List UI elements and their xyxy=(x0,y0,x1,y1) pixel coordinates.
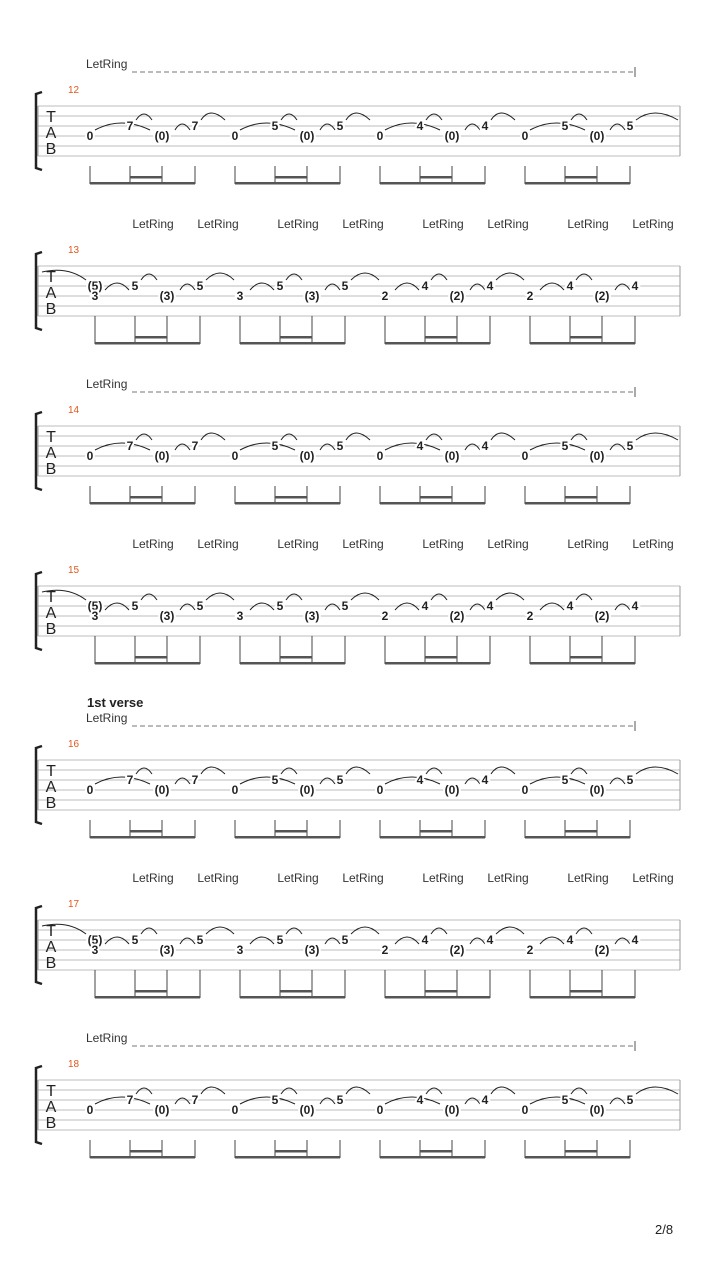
fret-number: 3 xyxy=(236,943,244,957)
fret-number: 7 xyxy=(126,119,134,133)
fret-number: (0) xyxy=(154,129,170,143)
tie-arc xyxy=(615,604,630,610)
tie-arc xyxy=(615,284,630,290)
tie-arc xyxy=(615,938,630,944)
fret-number: 7 xyxy=(126,439,134,453)
beam xyxy=(275,830,307,833)
tie-arc xyxy=(136,114,152,120)
beam xyxy=(385,342,490,345)
letring-label: LetRing xyxy=(342,217,384,231)
tie-arc xyxy=(470,938,485,944)
letring-label: LetRing xyxy=(567,217,609,231)
letring-label: LetRing xyxy=(277,871,319,885)
fret-number: 5 xyxy=(131,599,139,613)
tie-arc xyxy=(431,274,447,280)
letring-label: LetRing xyxy=(277,217,319,231)
fret-number: (0) xyxy=(589,783,605,797)
fret-number: 4 xyxy=(416,773,424,787)
fret-number: (2) xyxy=(449,289,465,303)
tab-clef-b: B xyxy=(45,955,57,972)
tab-clef-a: A xyxy=(45,779,57,796)
beam xyxy=(90,1156,195,1159)
beam xyxy=(565,1150,597,1153)
letring-label: LetRing xyxy=(277,537,319,551)
tab-system xyxy=(36,871,680,999)
tie-arc xyxy=(325,604,340,610)
beam xyxy=(95,662,200,665)
tie-arc xyxy=(571,1088,587,1094)
tab-clef-a: A xyxy=(45,445,57,462)
fret-number: (2) xyxy=(449,609,465,623)
beam xyxy=(90,836,195,839)
fret-number: 7 xyxy=(126,1093,134,1107)
fret-number: 5 xyxy=(561,1093,569,1107)
system-bracket xyxy=(36,746,42,824)
beam xyxy=(130,830,162,833)
letring-label: LetRing xyxy=(86,711,128,725)
fret-number: (0) xyxy=(154,1103,170,1117)
tab-clef-t: T xyxy=(46,763,56,780)
beam xyxy=(235,1156,340,1159)
tie-arc xyxy=(576,274,592,280)
tab-clef-a: A xyxy=(45,605,57,622)
beam xyxy=(280,336,312,339)
tie-arc xyxy=(320,778,335,784)
fret-number: 5 xyxy=(561,439,569,453)
beam xyxy=(135,990,167,993)
fret-number: 4 xyxy=(631,279,639,293)
beam xyxy=(420,830,452,833)
system-bracket xyxy=(36,906,42,984)
beam xyxy=(130,496,162,499)
tie-arc xyxy=(426,114,442,120)
beam xyxy=(240,996,345,999)
tab-clef-b: B xyxy=(45,621,57,638)
tab-clef-t: T xyxy=(46,1083,56,1100)
fret-number: 0 xyxy=(231,129,239,143)
fret-number: 7 xyxy=(191,1093,199,1107)
tie-arc xyxy=(175,1098,190,1104)
beam xyxy=(525,836,630,839)
fret-number: 2 xyxy=(526,943,534,957)
tie-arc xyxy=(610,778,625,784)
tie-arc xyxy=(320,444,335,450)
fret-number: 5 xyxy=(196,599,204,613)
fret-number: 0 xyxy=(521,129,529,143)
tab-system xyxy=(36,217,680,345)
fret-number: 0 xyxy=(231,449,239,463)
beam xyxy=(130,176,162,179)
tab-clef-t: T xyxy=(46,109,56,126)
beam xyxy=(530,996,635,999)
beam xyxy=(385,996,490,999)
fret-number: 7 xyxy=(191,439,199,453)
fret-number: 5 xyxy=(341,599,349,613)
fret-number: 5 xyxy=(196,279,204,293)
beam xyxy=(565,830,597,833)
tie-arc xyxy=(325,284,340,290)
fret-number: 0 xyxy=(376,449,384,463)
fret-number: 3 xyxy=(91,289,99,303)
beam xyxy=(425,336,457,339)
fret-number: 5 xyxy=(626,773,634,787)
tie-arc xyxy=(610,124,625,130)
fret-number: (2) xyxy=(594,943,610,957)
tab-clef-b: B xyxy=(45,795,57,812)
fret-number: 5 xyxy=(271,773,279,787)
fret-number: 4 xyxy=(631,599,639,613)
tab-clef-a: A xyxy=(45,285,57,302)
beam xyxy=(525,1156,630,1159)
beam xyxy=(280,656,312,659)
fret-number: (0) xyxy=(589,1103,605,1117)
beam xyxy=(525,502,630,505)
letring-label: LetRing xyxy=(567,871,609,885)
beam xyxy=(275,496,307,499)
fret-number: (0) xyxy=(299,129,315,143)
tie-arc xyxy=(141,274,157,280)
fret-number: 5 xyxy=(271,439,279,453)
system-bracket xyxy=(36,412,42,490)
beam xyxy=(420,176,452,179)
tie-arc xyxy=(141,594,157,600)
letring-label: LetRing xyxy=(86,1031,128,1045)
tie-arc xyxy=(281,114,297,120)
beam xyxy=(420,1150,452,1153)
fret-number: 5 xyxy=(276,933,284,947)
fret-number: 5 xyxy=(341,279,349,293)
fret-number: 3 xyxy=(236,289,244,303)
fret-number: 5 xyxy=(561,119,569,133)
tie-arc xyxy=(281,434,297,440)
beam xyxy=(565,496,597,499)
fret-number: 4 xyxy=(416,1093,424,1107)
section-title: 1st verse xyxy=(87,695,144,710)
fret-number: 5 xyxy=(626,439,634,453)
tie-arc xyxy=(576,594,592,600)
tab-clef-b: B xyxy=(45,141,57,158)
fret-number: 5 xyxy=(336,1093,344,1107)
fret-number: (5) xyxy=(87,279,103,293)
fret-number: 5 xyxy=(336,439,344,453)
letring-label: LetRing xyxy=(422,537,464,551)
system-bracket xyxy=(36,572,42,650)
fret-number: 0 xyxy=(521,1103,529,1117)
tab-clef-a: A xyxy=(45,125,57,142)
fret-number: 4 xyxy=(481,1093,489,1107)
letring-label: LetRing xyxy=(197,217,239,231)
fret-number: 3 xyxy=(91,609,99,623)
system-bracket xyxy=(36,252,42,330)
tie-arc xyxy=(571,434,587,440)
fret-number: 0 xyxy=(376,1103,384,1117)
tie-arc xyxy=(325,938,340,944)
fret-number: 5 xyxy=(276,599,284,613)
beam xyxy=(90,182,195,185)
beam xyxy=(90,502,195,505)
letring-label: LetRing xyxy=(487,871,529,885)
measure-number: 12 xyxy=(68,85,80,96)
beam xyxy=(425,656,457,659)
tab-clef-t: T xyxy=(46,589,56,606)
fret-number: 0 xyxy=(86,129,94,143)
beam xyxy=(565,176,597,179)
fret-number: 4 xyxy=(481,119,489,133)
fret-number: 4 xyxy=(481,439,489,453)
fret-number: 4 xyxy=(486,599,494,613)
fret-number: 0 xyxy=(521,449,529,463)
beam xyxy=(380,502,485,505)
tab-clef-a: A xyxy=(45,1099,57,1116)
tie-arc xyxy=(286,274,302,280)
fret-number: (3) xyxy=(159,609,175,623)
tie-arc xyxy=(465,124,480,130)
tab-clef-a: A xyxy=(45,939,57,956)
fret-number: 0 xyxy=(86,783,94,797)
tie-arc xyxy=(180,938,195,944)
fret-number: (3) xyxy=(304,609,320,623)
tie-arc xyxy=(320,1098,335,1104)
fret-number: 4 xyxy=(416,119,424,133)
fret-number: 7 xyxy=(191,773,199,787)
fret-number: 4 xyxy=(481,773,489,787)
beam xyxy=(570,336,602,339)
fret-number: (2) xyxy=(449,943,465,957)
fret-number: 4 xyxy=(486,933,494,947)
fret-number: (0) xyxy=(444,783,460,797)
beam xyxy=(530,662,635,665)
fret-number: 4 xyxy=(421,599,429,613)
tab-system xyxy=(36,695,680,839)
fret-number: 4 xyxy=(566,599,574,613)
beam xyxy=(380,836,485,839)
tie-arc xyxy=(281,1088,297,1094)
fret-number: (0) xyxy=(589,129,605,143)
fret-number: 3 xyxy=(91,943,99,957)
beam xyxy=(135,336,167,339)
letring-label: LetRing xyxy=(132,871,174,885)
tie-arc xyxy=(431,928,447,934)
fret-number: 2 xyxy=(526,289,534,303)
fret-number: (2) xyxy=(594,609,610,623)
letring-label: LetRing xyxy=(132,217,174,231)
tie-arc xyxy=(180,284,195,290)
beam xyxy=(380,182,485,185)
measure-number: 14 xyxy=(68,405,80,416)
tie-arc xyxy=(180,604,195,610)
fret-number: 4 xyxy=(566,933,574,947)
fret-number: 2 xyxy=(381,943,389,957)
beam xyxy=(525,182,630,185)
fret-number: 0 xyxy=(376,129,384,143)
beam xyxy=(275,1150,307,1153)
tab-clef-t: T xyxy=(46,429,56,446)
tie-arc xyxy=(286,594,302,600)
measure-number: 18 xyxy=(68,1059,80,1070)
tab-clef-b: B xyxy=(45,461,57,478)
measure-number: 17 xyxy=(68,899,80,910)
tab-clef-t: T xyxy=(46,269,56,286)
letring-label: LetRing xyxy=(632,537,674,551)
letring-label: LetRing xyxy=(632,217,674,231)
letring-label: LetRing xyxy=(487,217,529,231)
fret-number: (0) xyxy=(444,129,460,143)
tie-arc xyxy=(571,768,587,774)
fret-number: (0) xyxy=(154,783,170,797)
fret-number: 7 xyxy=(126,773,134,787)
beam xyxy=(570,656,602,659)
fret-number: 4 xyxy=(416,439,424,453)
fret-number: (0) xyxy=(444,449,460,463)
tie-arc xyxy=(465,1098,480,1104)
letring-label: LetRing xyxy=(197,871,239,885)
system-bracket xyxy=(36,92,42,170)
fret-number: 2 xyxy=(526,609,534,623)
tie-arc xyxy=(431,594,447,600)
fret-number: (0) xyxy=(299,449,315,463)
beam xyxy=(280,990,312,993)
fret-number: 5 xyxy=(626,119,634,133)
fret-number: (3) xyxy=(304,943,320,957)
fret-number: 5 xyxy=(131,933,139,947)
measure-number: 15 xyxy=(68,565,80,576)
letring-label: LetRing xyxy=(197,537,239,551)
fret-number: 0 xyxy=(376,783,384,797)
fret-number: 7 xyxy=(191,119,199,133)
fret-number: 0 xyxy=(231,1103,239,1117)
tie-arc xyxy=(465,778,480,784)
tab-system xyxy=(36,57,680,185)
tab-system xyxy=(36,537,680,665)
beam xyxy=(135,656,167,659)
letring-label: LetRing xyxy=(342,537,384,551)
fret-number: (0) xyxy=(589,449,605,463)
beam xyxy=(380,1156,485,1159)
tie-arc xyxy=(281,768,297,774)
system-bracket xyxy=(36,1066,42,1144)
fret-number: 0 xyxy=(86,449,94,463)
fret-number: 5 xyxy=(131,279,139,293)
fret-number: (0) xyxy=(154,449,170,463)
letring-label: LetRing xyxy=(132,537,174,551)
fret-number: 5 xyxy=(336,119,344,133)
tie-arc xyxy=(465,444,480,450)
tie-arc xyxy=(175,778,190,784)
fret-number: 4 xyxy=(631,933,639,947)
tie-arc xyxy=(426,768,442,774)
beam xyxy=(240,342,345,345)
fret-number: (5) xyxy=(87,933,103,947)
beam xyxy=(235,836,340,839)
beam xyxy=(275,176,307,179)
fret-number: (3) xyxy=(304,289,320,303)
beam xyxy=(385,662,490,665)
fret-number: 5 xyxy=(196,933,204,947)
tie-arc xyxy=(286,928,302,934)
tie-arc xyxy=(426,434,442,440)
fret-number: 5 xyxy=(271,1093,279,1107)
fret-number: 5 xyxy=(626,1093,634,1107)
beam xyxy=(425,990,457,993)
letring-label: LetRing xyxy=(422,871,464,885)
fret-number: (0) xyxy=(444,1103,460,1117)
letring-label: LetRing xyxy=(86,57,128,71)
fret-number: 0 xyxy=(86,1103,94,1117)
beam xyxy=(420,496,452,499)
tab-system xyxy=(36,1031,680,1159)
tie-arc xyxy=(470,284,485,290)
tie-arc xyxy=(610,1098,625,1104)
tab-clef-b: B xyxy=(45,1115,57,1132)
fret-number: 2 xyxy=(381,609,389,623)
beam xyxy=(235,182,340,185)
beam xyxy=(130,1150,162,1153)
tie-arc xyxy=(320,124,335,130)
page-number: 2/8 xyxy=(655,1222,674,1237)
fret-number: 0 xyxy=(231,783,239,797)
fret-number: 5 xyxy=(276,279,284,293)
tab-clef-t: T xyxy=(46,923,56,940)
tie-arc xyxy=(175,444,190,450)
fret-number: 5 xyxy=(561,773,569,787)
tie-arc xyxy=(571,114,587,120)
fret-number: 4 xyxy=(421,279,429,293)
tie-arc xyxy=(136,1088,152,1094)
fret-number: (3) xyxy=(159,943,175,957)
measure-number: 16 xyxy=(68,739,80,750)
fret-number: (0) xyxy=(299,1103,315,1117)
tie-arc xyxy=(141,928,157,934)
fret-number: (0) xyxy=(299,783,315,797)
fret-number: (2) xyxy=(594,289,610,303)
fret-number: 2 xyxy=(381,289,389,303)
fret-number: 4 xyxy=(566,279,574,293)
fret-number: 4 xyxy=(486,279,494,293)
letring-label: LetRing xyxy=(632,871,674,885)
fret-number: (5) xyxy=(87,599,103,613)
tie-arc xyxy=(136,768,152,774)
fret-number: 5 xyxy=(271,119,279,133)
fret-number: 0 xyxy=(521,783,529,797)
fret-number: 5 xyxy=(341,933,349,947)
fret-number: 3 xyxy=(236,609,244,623)
letring-label: LetRing xyxy=(86,377,128,391)
measure-number: 13 xyxy=(68,245,80,256)
fret-number: 4 xyxy=(421,933,429,947)
fret-number: (3) xyxy=(159,289,175,303)
tie-arc xyxy=(576,928,592,934)
letring-label: LetRing xyxy=(487,537,529,551)
tie-arc xyxy=(610,444,625,450)
tie-arc xyxy=(470,604,485,610)
tab-system xyxy=(36,377,680,505)
beam xyxy=(240,662,345,665)
beam xyxy=(570,990,602,993)
beam xyxy=(95,996,200,999)
letring-label: LetRing xyxy=(422,217,464,231)
tie-arc xyxy=(136,434,152,440)
letring-label: LetRing xyxy=(342,871,384,885)
beam xyxy=(235,502,340,505)
beam xyxy=(530,342,635,345)
tab-clef-b: B xyxy=(45,301,57,318)
tie-arc xyxy=(426,1088,442,1094)
letring-label: LetRing xyxy=(567,537,609,551)
fret-number: 5 xyxy=(336,773,344,787)
tie-arc xyxy=(175,124,190,130)
beam xyxy=(95,342,200,345)
